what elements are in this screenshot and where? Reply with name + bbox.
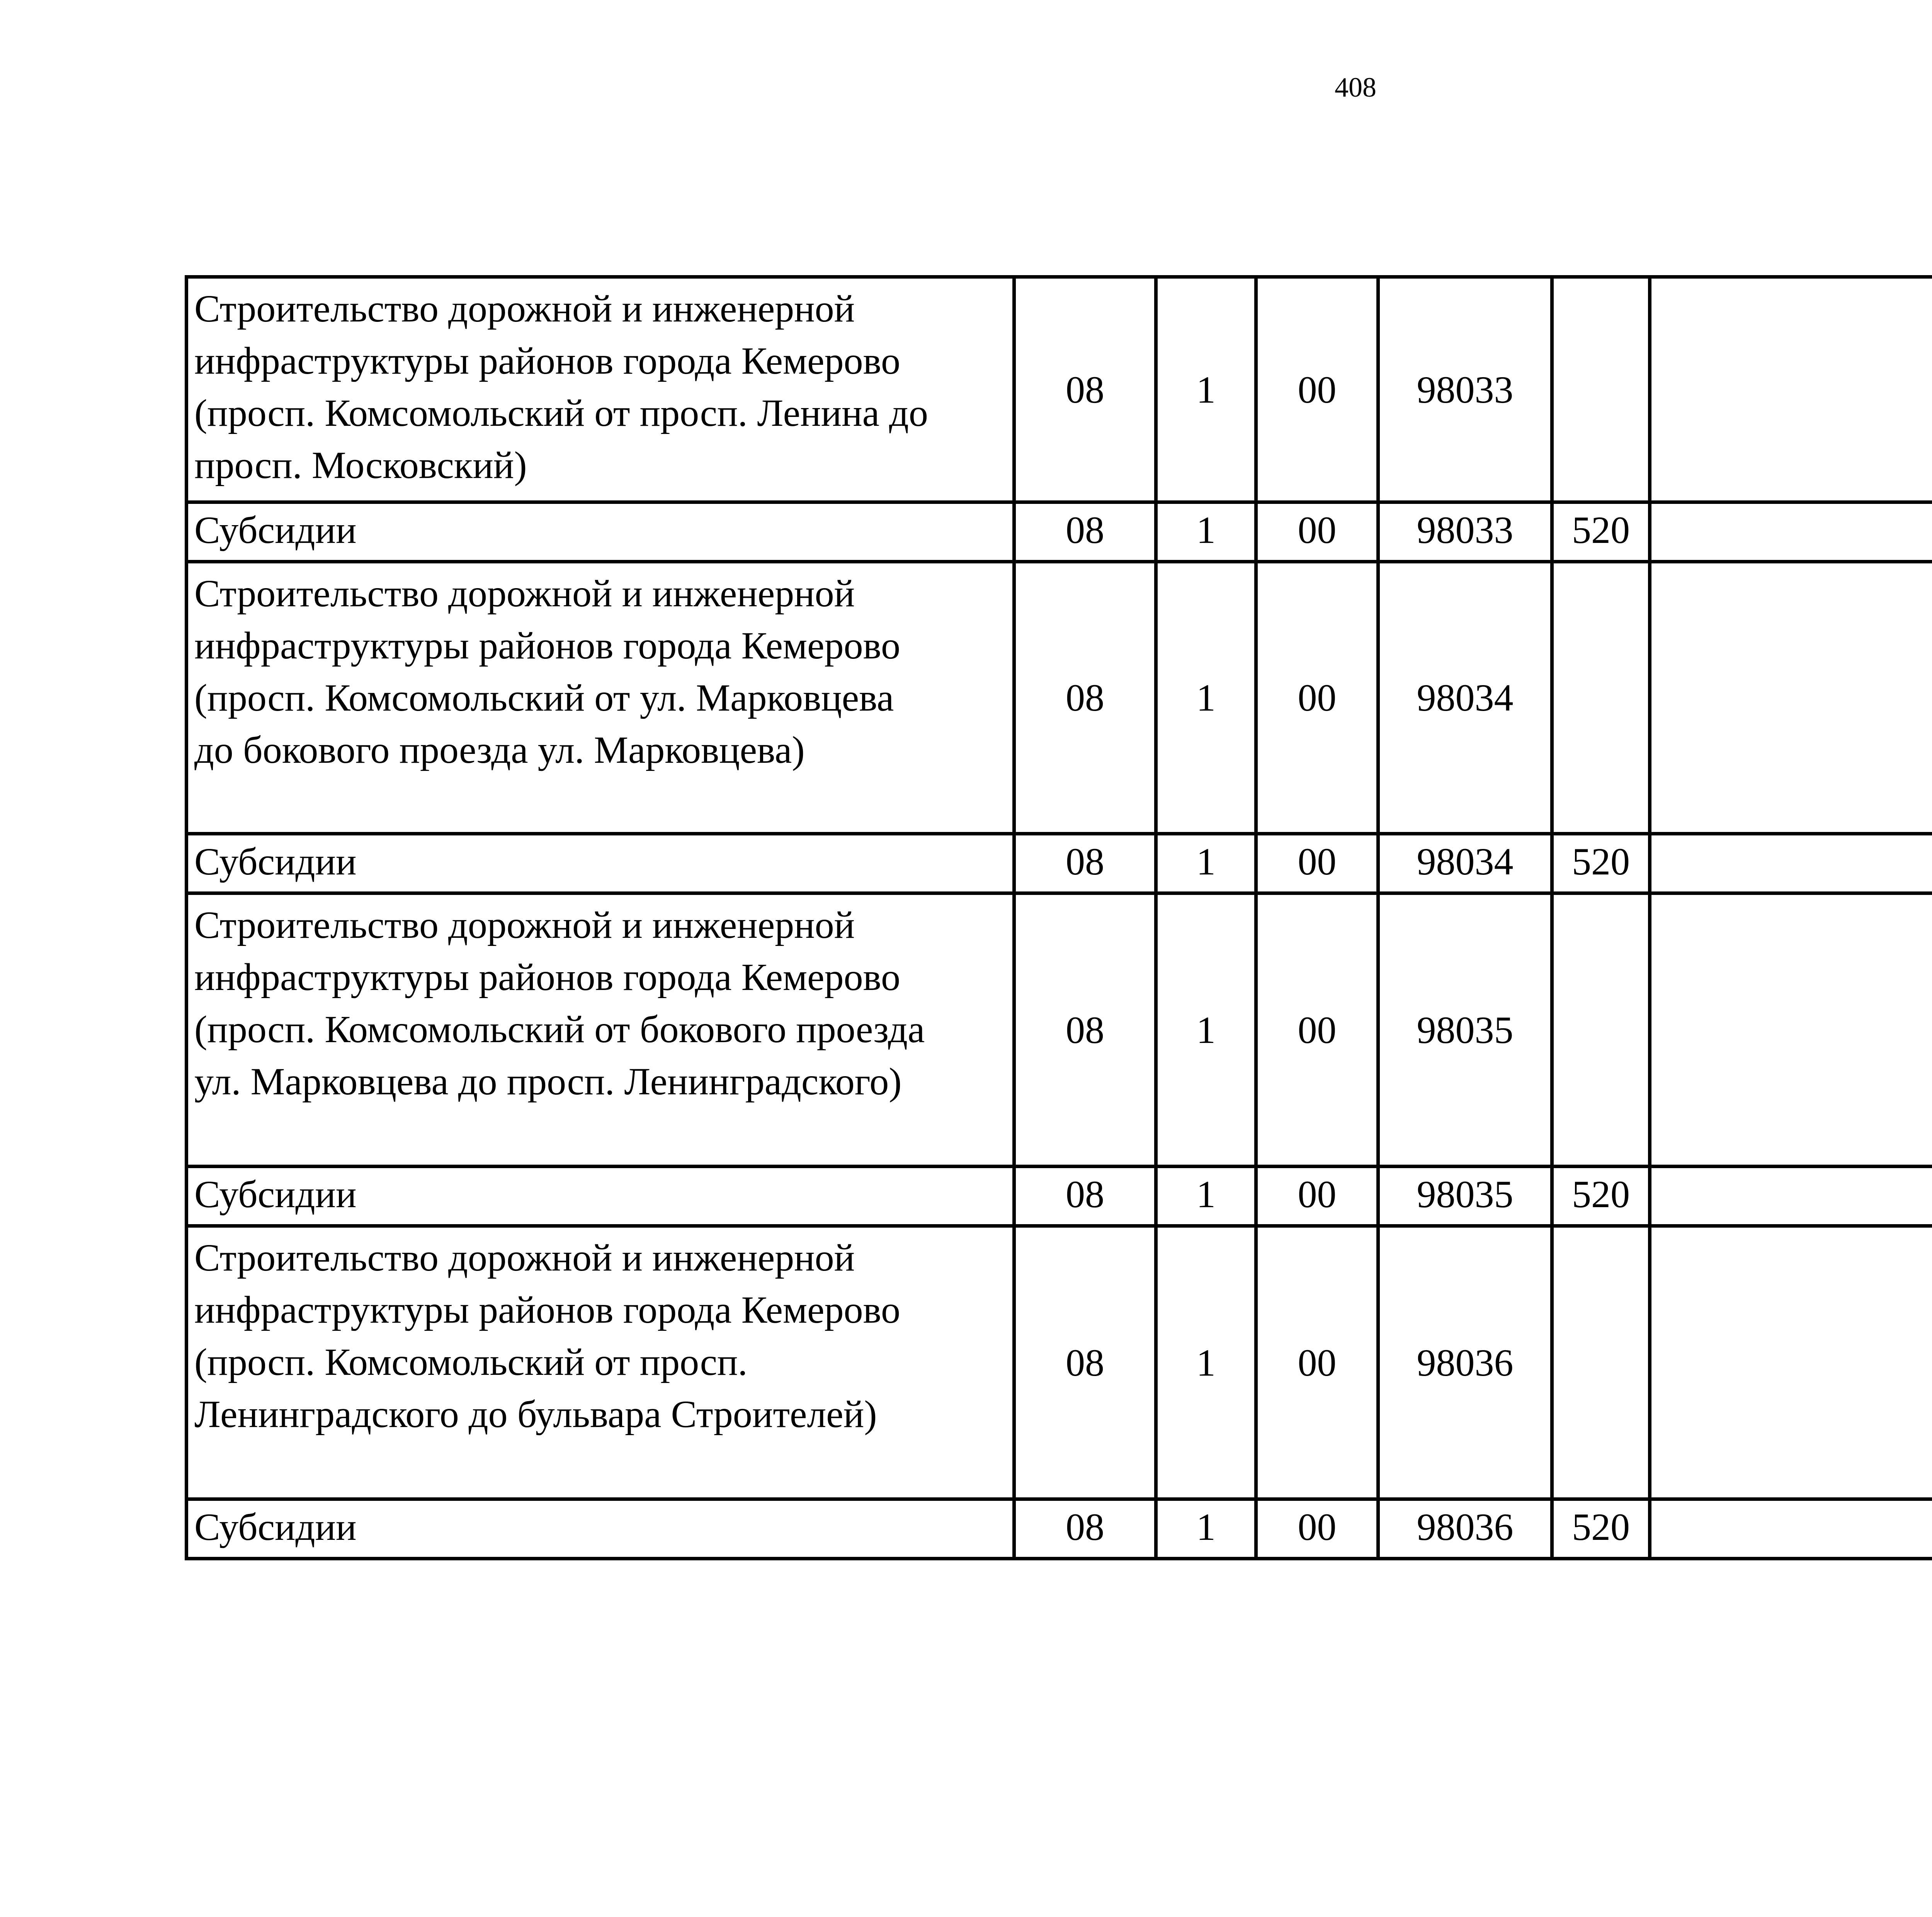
expense-type-code: [1552, 893, 1650, 1167]
amount-year-1: [1650, 1499, 1932, 1559]
section-code: 08: [1014, 893, 1156, 1167]
row-name: Субсидии: [187, 1167, 1014, 1226]
amount-year-1: [1650, 502, 1932, 562]
subprogram-code: 00: [1256, 893, 1378, 1167]
row-name: Строительство дорожной и инженерной инфраструктуры районов города Кемерово (просп. Комсомольский от просп. Ленинградского до бульвара Строителей): [187, 1226, 1014, 1499]
amount-year-1: [1650, 562, 1932, 834]
expense-type-code: 520: [1552, 502, 1650, 562]
program-code: 1: [1156, 834, 1256, 893]
row-name: Субсидии: [187, 1499, 1014, 1559]
program-code: 1: [1156, 1499, 1256, 1559]
amount-year-1: [1650, 893, 1932, 1167]
subprogram-code: 00: [1256, 1499, 1378, 1559]
section-code: 08: [1014, 1167, 1156, 1226]
section-code: 08: [1014, 1499, 1156, 1559]
table-row: [187, 1226, 1932, 1499]
direction-code: 98036: [1378, 1499, 1552, 1559]
program-code: 1: [1156, 502, 1256, 562]
section-code: 08: [1014, 1226, 1156, 1499]
program-code: 1: [1156, 277, 1256, 502]
amount-year-1: [1650, 1167, 1932, 1226]
subprogram-code: 00: [1256, 502, 1378, 562]
row-name: Субсидии: [187, 502, 1014, 562]
direction-code: 98035: [1378, 893, 1552, 1167]
subprogram-code: 00: [1256, 1226, 1378, 1499]
amount-year-1: [1650, 277, 1932, 502]
amount-year-1: [1650, 1226, 1932, 1499]
expense-type-code: [1552, 1226, 1650, 1499]
subprogram-code: 00: [1256, 834, 1378, 893]
table-row: [187, 1499, 1932, 1559]
row-name: Строительство дорожной и инженерной инфраструктуры районов города Кемерово (просп. Комсомольский от ул. Марковцева до бокового проезда ул. Марковцева): [187, 562, 1014, 834]
page-number: 408: [1335, 72, 1376, 103]
subprogram-code: 00: [1256, 1167, 1378, 1226]
direction-code: 98035: [1378, 1167, 1552, 1226]
table-row: [187, 277, 1932, 502]
direction-code: 98034: [1378, 834, 1552, 893]
direction-code: 98036: [1378, 1226, 1552, 1499]
row-name: Строительство дорожной и инженерной инфраструктуры районов города Кемерово (просп. Комсомольский от просп. Ленина до просп. Московский): [187, 277, 1014, 502]
expense-type-code: [1552, 277, 1650, 502]
budget-table: [185, 275, 1932, 1560]
direction-code: 98033: [1378, 277, 1552, 502]
expense-type-code: 520: [1552, 1499, 1650, 1559]
program-code: 1: [1156, 562, 1256, 834]
table-row: [187, 834, 1932, 893]
row-name: Субсидии: [187, 834, 1014, 893]
table-row: [187, 893, 1932, 1167]
expense-type-code: [1552, 562, 1650, 834]
table-row: [187, 562, 1932, 834]
section-code: 08: [1014, 834, 1156, 893]
subprogram-code: 00: [1256, 277, 1378, 502]
expense-type-code: 520: [1552, 1167, 1650, 1226]
subprogram-code: 00: [1256, 562, 1378, 834]
section-code: 08: [1014, 562, 1156, 834]
direction-code: 98034: [1378, 562, 1552, 834]
section-code: 08: [1014, 277, 1156, 502]
expense-type-code: 520: [1552, 834, 1650, 893]
direction-code: 98033: [1378, 502, 1552, 562]
table-row: [187, 1167, 1932, 1226]
amount-year-1: [1650, 834, 1932, 893]
program-code: 1: [1156, 1167, 1256, 1226]
section-code: 08: [1014, 502, 1156, 562]
table-row: [187, 502, 1932, 562]
row-name: Строительство дорожной и инженерной инфраструктуры районов города Кемерово (просп. Комсомольский от бокового проезда ул. Марковцева до просп. Ленинградского): [187, 893, 1014, 1167]
program-code: 1: [1156, 893, 1256, 1167]
program-code: 1: [1156, 1226, 1256, 1499]
